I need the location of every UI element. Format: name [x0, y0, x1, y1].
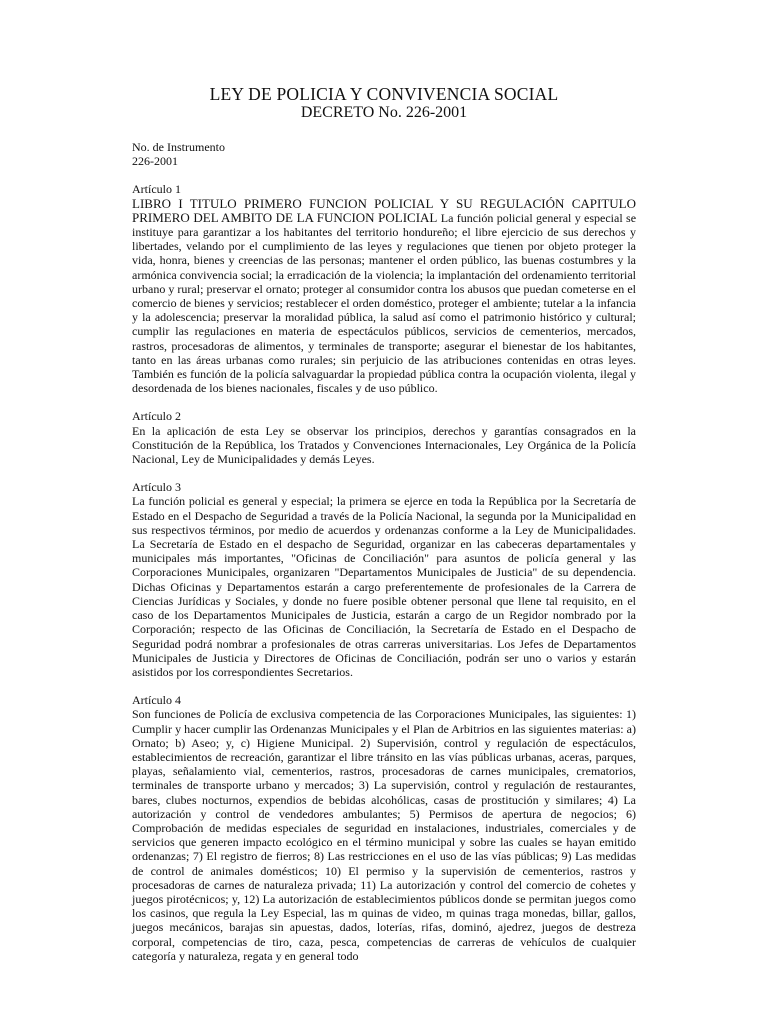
article-text: La función policial general y especial se instituye para garantizar a los habitantes del territorio hondureño; el libre ejercicio de sus derechos y libertades, velando por el cumplimiento de las leyes y regulaciones que tienen por objeto proteger la vida, honra, bienes y creencias de las personas; mantener el orden público, las buenas costumbres y la armónica convivencia social; la erradicación de la violencia; la implantación del ordenamiento territorial urbano y rural; preservar el ornato; proteger al consumidor contra los abusos que puedan cometerse en el comercio de bienes y servicios; restablecer el orden doméstico, proteger el ambiente; tutelar a la infancia y la adolescencia; preservar la moralidad pública, la salud así como el patrimonio histórico y cultural; cumplir las regulaciones en materia de espectáculos públicos, servicios de cementerios, mercados, rastros, procesadoras de alimentos, y terminales de transporte; asegurar el bienestar de los habitantes, tanto en las áreas urbanas como rurales; sin perjuicio de las atribuciones contenidas en otras leyes. También es función de la policía salvaguardar la propiedad pública contra la ocupación violenta, ilegal y desordenada de los bienes nacionales, fiscales y de uso público.	[132, 210, 637, 396]
article-1	[132, 182, 636, 395]
article-heading: Artículo 1	[132, 182, 181, 197]
document-title: LEY DE POLICIA Y CONVIVENCIA SOCIAL	[209, 84, 559, 104]
article-4	[132, 693, 636, 963]
instrument-label: No. de Instrumento	[132, 140, 225, 154]
article-3	[132, 480, 636, 679]
article-heading: Artículo 4	[132, 693, 181, 708]
article-2	[132, 409, 636, 466]
article-body: Son funciones de Policía de exclusiva competencia de las Corporaciones Municipales, las siguientes: 1) Cumplir y hacer cumplir las Ordenanzas Municipales y el Plan de Arbitrios en las siguientes materias: a) Ornato; b) Aseo; y, c) Higiene Municipal. 2) Supervisión, control y regulación de espectáculos, establecimientos de recreación, garantizar el libre tránsito en las vías públicas urbanas, aceras, parques, playas, señalamiento vial, cementerios, rastros, procesadoras de carnes municipales, crematorios, terminales de transporte urbano y mercados; 3) La supervisión, control y regulación de restaurantes, bares, clubes nocturnos, expendios de bebidas alcohólicas, casas de prostitución y similares; 4) La autorización y control de vendedores ambulantes; 5) Permisos de apertura de negocios; 6) Comprobación de medidas especiales de seguridad en instalaciones, industriales, comerciales y de servicios que generen impacto ecológico en el término municipal y sobre las cuales se hayan emitido ordenanzas; 7) El registro de fierros; 8) Las restricciones en el uso de las vías públicas; 9) Las medidas de control de animales domésticos; 10) El permiso y la supervisión de cementerios, rastros y procesadoras de carnes de naturaleza privada; 11) La autorización y control del comercio de cohetes y juegos pirotécnicos; y, 12) La autorización de establecimientos públicos donde se permitan juegos como los casinos, que regula la Ley Especial, las m quinas de video, m quinas traga monedas, billar, gallos, juegos mecánicos, barajas sin apuestas, dados, loterías, rifas, dominó, ajedrez, juegos de destreza corporal, competencias de tiro, caza, pesca, competencias de carreras de vehículos de cualquier categoría y naturaleza, regata y en general todo	[132, 707, 636, 963]
document-subtitle: DECRETO No. 226-2001	[300, 104, 468, 121]
instrument-block	[132, 140, 636, 168]
document-page	[132, 84, 636, 977]
article-heading: Artículo 2	[132, 409, 181, 424]
article-lead: LIBRO I TITULO PRIMERO FUNCION POLICIAL Y SU REGULACIÓN CAPITULO PRIMERO DEL AMBITO DE LA FUNCION POLICIAL	[132, 195, 636, 225]
instrument-number: 226-2001	[132, 154, 178, 169]
title-block	[132, 84, 636, 122]
article-body: La función policial es general y especial; la primera se ejerce en toda la República por la Secretaría de Estado en el Despacho de Seguridad a través de la Policía Nacional, la segunda por la Municipalidad en sus respectivos términos, por medio de acuerdos y ordenanzas conforme a la Ley de Municipalidades. La Secretaría de Estado en el despacho de Seguridad, organizar en las cabeceras departamentales y municipales más importantes, "Oficinas de Conciliación" para asuntos de policía general y las Corporaciones Municipales, organizaren "Departamentos Municipales de Justicia" de su dependencia. Dichas Oficinas y Departamentos estarán a cargo preferentemente de profesionales de la Carrera de Ciencias Jurídicas y Sociales, y donde no fuere posible obtener personal que llene tal requisito, en el caso de los Departamentos Municipales de Justicia, estarán a cargo de un Regidor nombrado por la Corporación; respecto de las Oficinas de Conciliación, la Secretaría de Estado en el Despacho de Seguridad podrá nombrar a profesionales de otras carreras universitarias. Los Jefes de Departamentos Municipales de Justicia y Directores de Oficinas de Conciliación, podrán ser uno o varios y estarán asistidos por los correspondientes Secretarios.	[132, 494, 636, 679]
article-body: En la aplicación de esta Ley se observar los principios, derechos y garantías consagrados en la Constitución de la República, los Tratados y Convenciones Internacionales, Ley Orgánica de la Policía Nacional, Ley de Municipalidades y demás Leyes.	[132, 423, 636, 467]
article-heading: Artículo 3	[132, 480, 181, 495]
article-body	[132, 197, 636, 396]
